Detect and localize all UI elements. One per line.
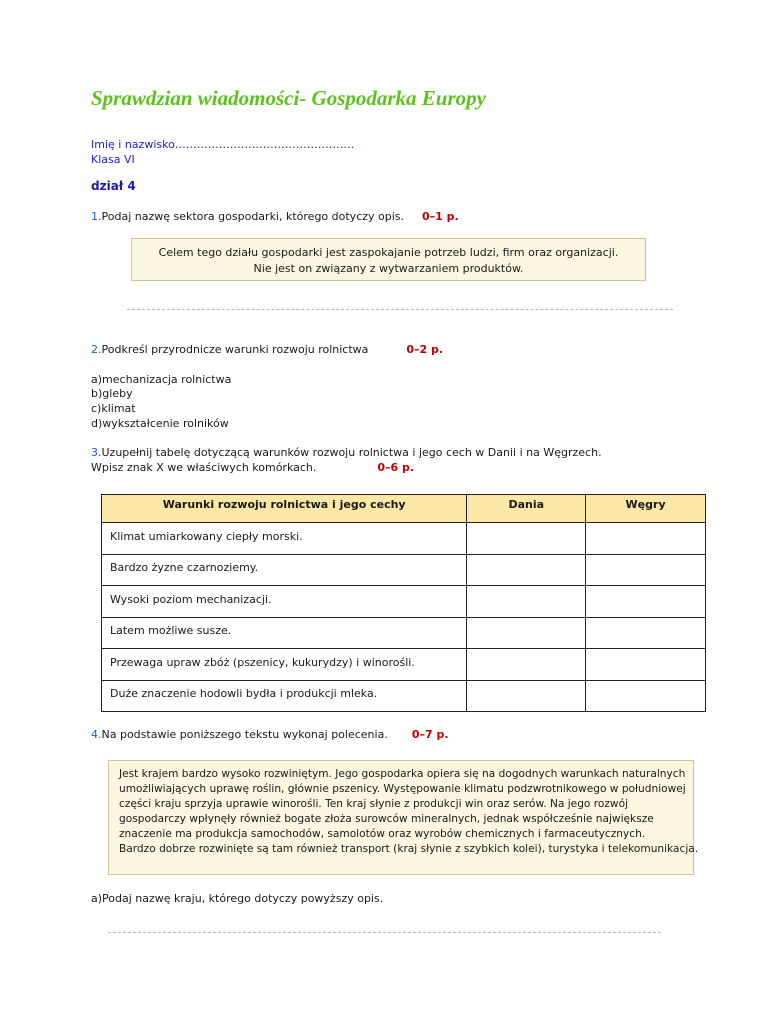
section-heading: dział 4 <box>91 179 136 193</box>
points-badge: 0–1 p. <box>422 210 459 223</box>
option-b[interactable]: b)gleby <box>91 387 133 400</box>
dania-cell[interactable] <box>467 554 586 586</box>
table-header: Dania <box>467 495 586 523</box>
answer-line[interactable] <box>108 932 661 933</box>
table-header: Warunki rozwoju rolnictwa i jego cechy <box>102 495 467 523</box>
table-row <box>102 680 706 712</box>
text-line: umożliwiających uprawę roślin, głównie pszenicy. Występowanie klimatu podzwrotnikowego w południowej <box>119 783 686 795</box>
question-2 <box>91 343 443 356</box>
dania-cell[interactable] <box>467 649 586 681</box>
wegry-cell[interactable] <box>586 617 706 649</box>
text-line: Jest krajem bardzo wysoko rozwiniętym. Jego gospodarka opiera się na dogodnych warunkach naturalnych <box>119 768 686 780</box>
table-row <box>102 649 706 681</box>
question-number: 1. <box>91 210 102 223</box>
description-line: Celem tego działu gospodarki jest zaspokajanie potrzeb ludzi, firm oraz organizacji. <box>158 246 619 259</box>
question-3-line2 <box>91 461 414 474</box>
page-title: Sprawdzian wiadomości- Gospodarka Europy <box>91 86 486 110</box>
wegry-cell[interactable] <box>586 586 706 618</box>
question-text: Podkreśl przyrodnicze warunki rozwoju rolnictwa <box>101 343 369 356</box>
question-text: Uzupełnij tabelę dotyczącą warunków rozwoju rolnictwa i jego cech w Danii i na Węgrzech. <box>101 446 602 459</box>
table-row <box>102 586 706 618</box>
table-row <box>102 554 706 586</box>
points-badge: 0–2 p. <box>406 343 444 356</box>
dania-cell[interactable] <box>467 617 586 649</box>
answer-line[interactable] <box>127 309 673 310</box>
option-d[interactable]: d)wykształcenie rolników <box>91 417 229 430</box>
question-4-text-box <box>108 760 699 875</box>
question-4a: a)Podaj nazwę kraju, którego dotyczy powyższy opis. <box>91 892 384 905</box>
row-label: Bardzo żyzne czarnoziemy. <box>102 554 467 586</box>
points-badge: 0–7 p. <box>411 728 449 741</box>
text-line: Bardzo dobrze rozwinięte są tam również transport (kraj słynie z szybkich kolei), turystyka i telekomunikacja. <box>119 843 699 855</box>
row-label: Latem możliwe susze. <box>102 617 467 649</box>
question-4 <box>91 728 449 741</box>
wegry-cell[interactable] <box>586 523 706 555</box>
question-1-description-box <box>131 238 646 281</box>
text-line: znaczenie ma produkcja samochodów, samolotów oraz wyrobów chemicznych i farmaceutycznych. <box>119 828 646 840</box>
question-text: Wpisz znak X we właściwych komórkach. <box>91 461 317 474</box>
dania-cell[interactable] <box>467 586 586 618</box>
table-header: Węgry <box>586 495 706 523</box>
table-row <box>102 617 706 649</box>
wegry-cell[interactable] <box>586 680 706 712</box>
class-line: Klasa VI <box>91 153 135 166</box>
description-line: Nie jest on związany z wytwarzaniem produktów. <box>253 262 524 275</box>
question-number: 2. <box>91 343 102 356</box>
question-1 <box>91 210 459 223</box>
dania-cell[interactable] <box>467 523 586 555</box>
question-text: Podaj nazwę sektora gospodarki, którego dotyczy opis. <box>101 210 405 223</box>
row-label: Przewaga upraw zbóż (pszenicy, kukurydzy) i winorośli. <box>102 649 467 681</box>
name-line: Imię i nazwisko…………………………………………. <box>91 138 355 151</box>
points-badge: 0–6 p. <box>377 461 415 474</box>
text-line: gospodarczy wpłynęły również bogate złoża surowców mineralnych, jednak współcześnie największe <box>119 813 654 825</box>
dania-cell[interactable] <box>467 680 586 712</box>
text-line: części kraju sprzyja uprawie winorośli. Ten kraj słynie z produkcji win oraz serów. Na jego rozwój <box>119 798 629 810</box>
wegry-cell[interactable] <box>586 649 706 681</box>
row-label: Duże znaczenie hodowli bydła i produkcji mleka. <box>102 680 467 712</box>
question-number: 3. <box>91 446 102 459</box>
question-text: Na podstawie poniższego tekstu wykonaj polecenia. <box>101 728 388 741</box>
row-label: Klimat umiarkowany ciepły morski. <box>102 523 467 555</box>
option-c[interactable]: c)klimat <box>91 402 136 415</box>
question-number: 4. <box>91 728 102 741</box>
wegry-cell[interactable] <box>586 554 706 586</box>
conditions-table <box>101 494 706 712</box>
table-row <box>102 523 706 555</box>
question-3 <box>91 446 602 459</box>
row-label: Wysoki poziom mechanizacji. <box>102 586 467 618</box>
option-a[interactable]: a)mechanizacja rolnictwa <box>91 373 232 386</box>
